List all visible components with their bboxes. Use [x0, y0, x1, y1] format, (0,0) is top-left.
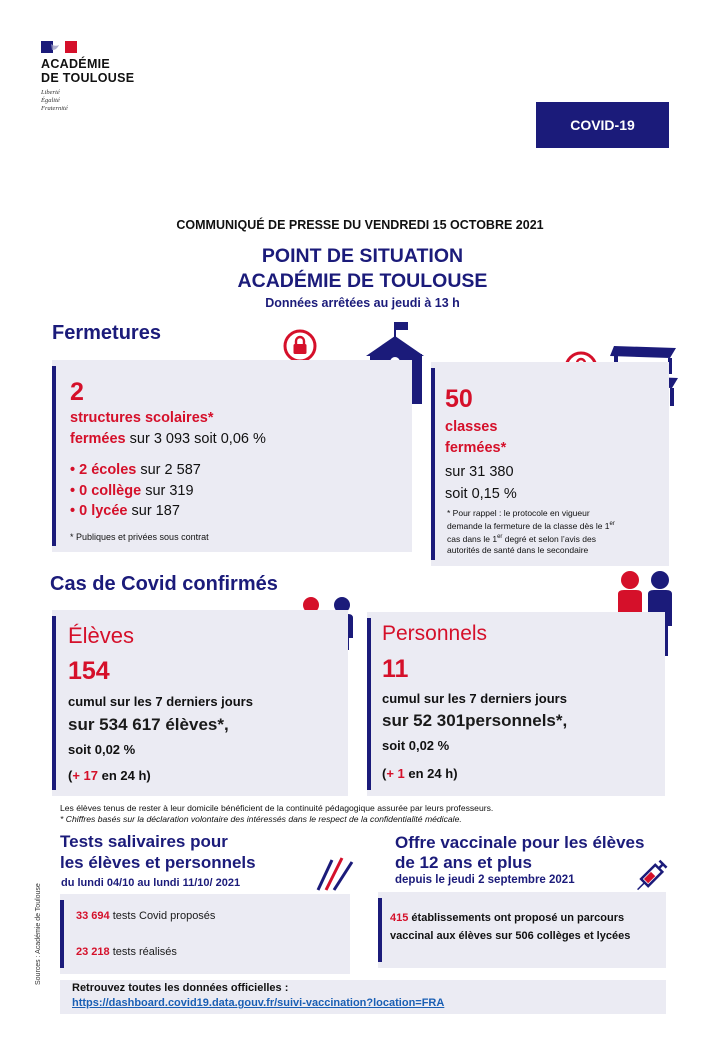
panel-accent-bar [367, 618, 371, 790]
structures-closed-count: 2 [70, 378, 84, 406]
classes-total: sur 31 380 [445, 464, 514, 480]
footer-retrouvez: Retrouvez toutes les données officielles : [72, 982, 289, 994]
motto-fraternite: Fraternité [41, 105, 68, 112]
covid-badge: COVID-19 [536, 102, 669, 148]
eleves-label: Élèves [68, 623, 135, 648]
press-release-date: COMMUNIQUÉ DE PRESSE DU VENDREDI 15 OCTOBRE 2021 [176, 218, 544, 232]
personnels-total: sur 52 301personnels*, [382, 711, 568, 730]
page-title: POINT DE SITUATION [261, 245, 464, 267]
logo-toulouse: DE TOULOUSE [41, 71, 135, 85]
classes-ratio: soit 0,15 % [445, 486, 517, 502]
panel-accent-bar [431, 368, 435, 560]
continuity-note: Les élèves tenus de rester à leur domicile bénéficient de la continuité pédagogique assurée par leurs professeurs. [60, 803, 494, 813]
list-item-lycee: • 0 lycée sur 187 [70, 503, 180, 519]
section-title-cas: Cas de Covid confirmés [50, 573, 278, 595]
eleves-total: sur 534 617 élèves*, [68, 715, 229, 734]
list-item-college: • 0 collège sur 319 [70, 483, 194, 499]
personnels-delta: (+ 1 en 24 h) [382, 766, 458, 781]
vaccin-title: Offre vaccinale pour les élèves [395, 833, 645, 852]
tests-proposed: 33 694 tests Covid proposés [76, 910, 216, 922]
vaccin-title-2: de 12 ans et plus [395, 853, 532, 872]
panel-accent-bar [52, 366, 56, 546]
personnels-cumul: cumul sur les 7 derniers jours [382, 691, 567, 706]
structures-panel [52, 360, 412, 552]
tests-panel [60, 894, 350, 974]
saliva-test-icon [312, 856, 356, 892]
declaration-note: * Chiffres basés sur la déclaration volontaire des intéressés dans le respect de la confidentialité médicale. [60, 814, 462, 824]
eleves-count: 154 [68, 657, 110, 685]
sources-label: Sources : Académie de Toulouse [35, 883, 42, 985]
section-title-fermetures: Fermetures [52, 322, 161, 344]
classes-label-fermees: fermées* [445, 440, 507, 456]
tests-title: Tests salivaires pour [60, 832, 228, 851]
structures-label: structures scolaires* [70, 410, 214, 426]
panel-accent-bar [378, 898, 382, 962]
data-cutoff: Données arrêtées au jeudi à 13 h [265, 296, 460, 310]
classes-footnote: * Pour rappel : le protocole en vigueur demande la fermeture de la classe dès le 1er cas dans le 1er degré et selon l’avis des autorités de santé dans le secondaire [447, 508, 615, 555]
motto-egalite: Égalité [41, 97, 60, 104]
eleves-delta: (+ 17 en 24 h) [68, 768, 151, 783]
panel-accent-bar [60, 900, 64, 968]
eleves-ratio: soit 0,02 % [68, 742, 136, 757]
tests-title-2: les élèves et personnels [60, 853, 256, 872]
structures-ratio: fermées sur 3 093 soit 0,06 % [70, 431, 266, 447]
classes-closed-count: 50 [445, 385, 473, 413]
personnels-ratio: soit 0,02 % [382, 738, 450, 753]
page-subtitle: ACADÉMIE DE TOULOUSE [237, 270, 488, 292]
motto-liberte: Liberté [41, 89, 60, 96]
dashboard-link[interactable]: https://dashboard.covid19.data.gouv.fr/suivi-vaccination?location=FRA [72, 997, 445, 1009]
panel-accent-bar [52, 616, 56, 790]
marianne-flag-icon [41, 41, 77, 53]
tests-period: du lundi 04/10 au lundi 11/10/ 2021 [61, 877, 241, 889]
vaccin-since: depuis le jeudi 2 septembre 2021 [395, 874, 575, 886]
classes-label: classes [445, 419, 498, 435]
personnels-count: 11 [382, 655, 409, 683]
vaccin-line-1: 415 établissements ont proposé un parcours [390, 912, 625, 924]
logo-academie: ACADÉMIE [41, 57, 111, 71]
tests-done: 23 218 tests réalisés [76, 946, 177, 958]
vaccin-line-2: vaccinal aux élèves sur 506 collèges et lycées [390, 930, 631, 942]
personnels-label: Personnels [382, 622, 488, 645]
list-item-ecoles: • 2 écoles sur 2 587 [70, 462, 201, 478]
structures-footnote: * Publiques et privées sous contrat [70, 532, 209, 542]
eleves-cumul: cumul sur les 7 derniers jours [68, 694, 253, 709]
